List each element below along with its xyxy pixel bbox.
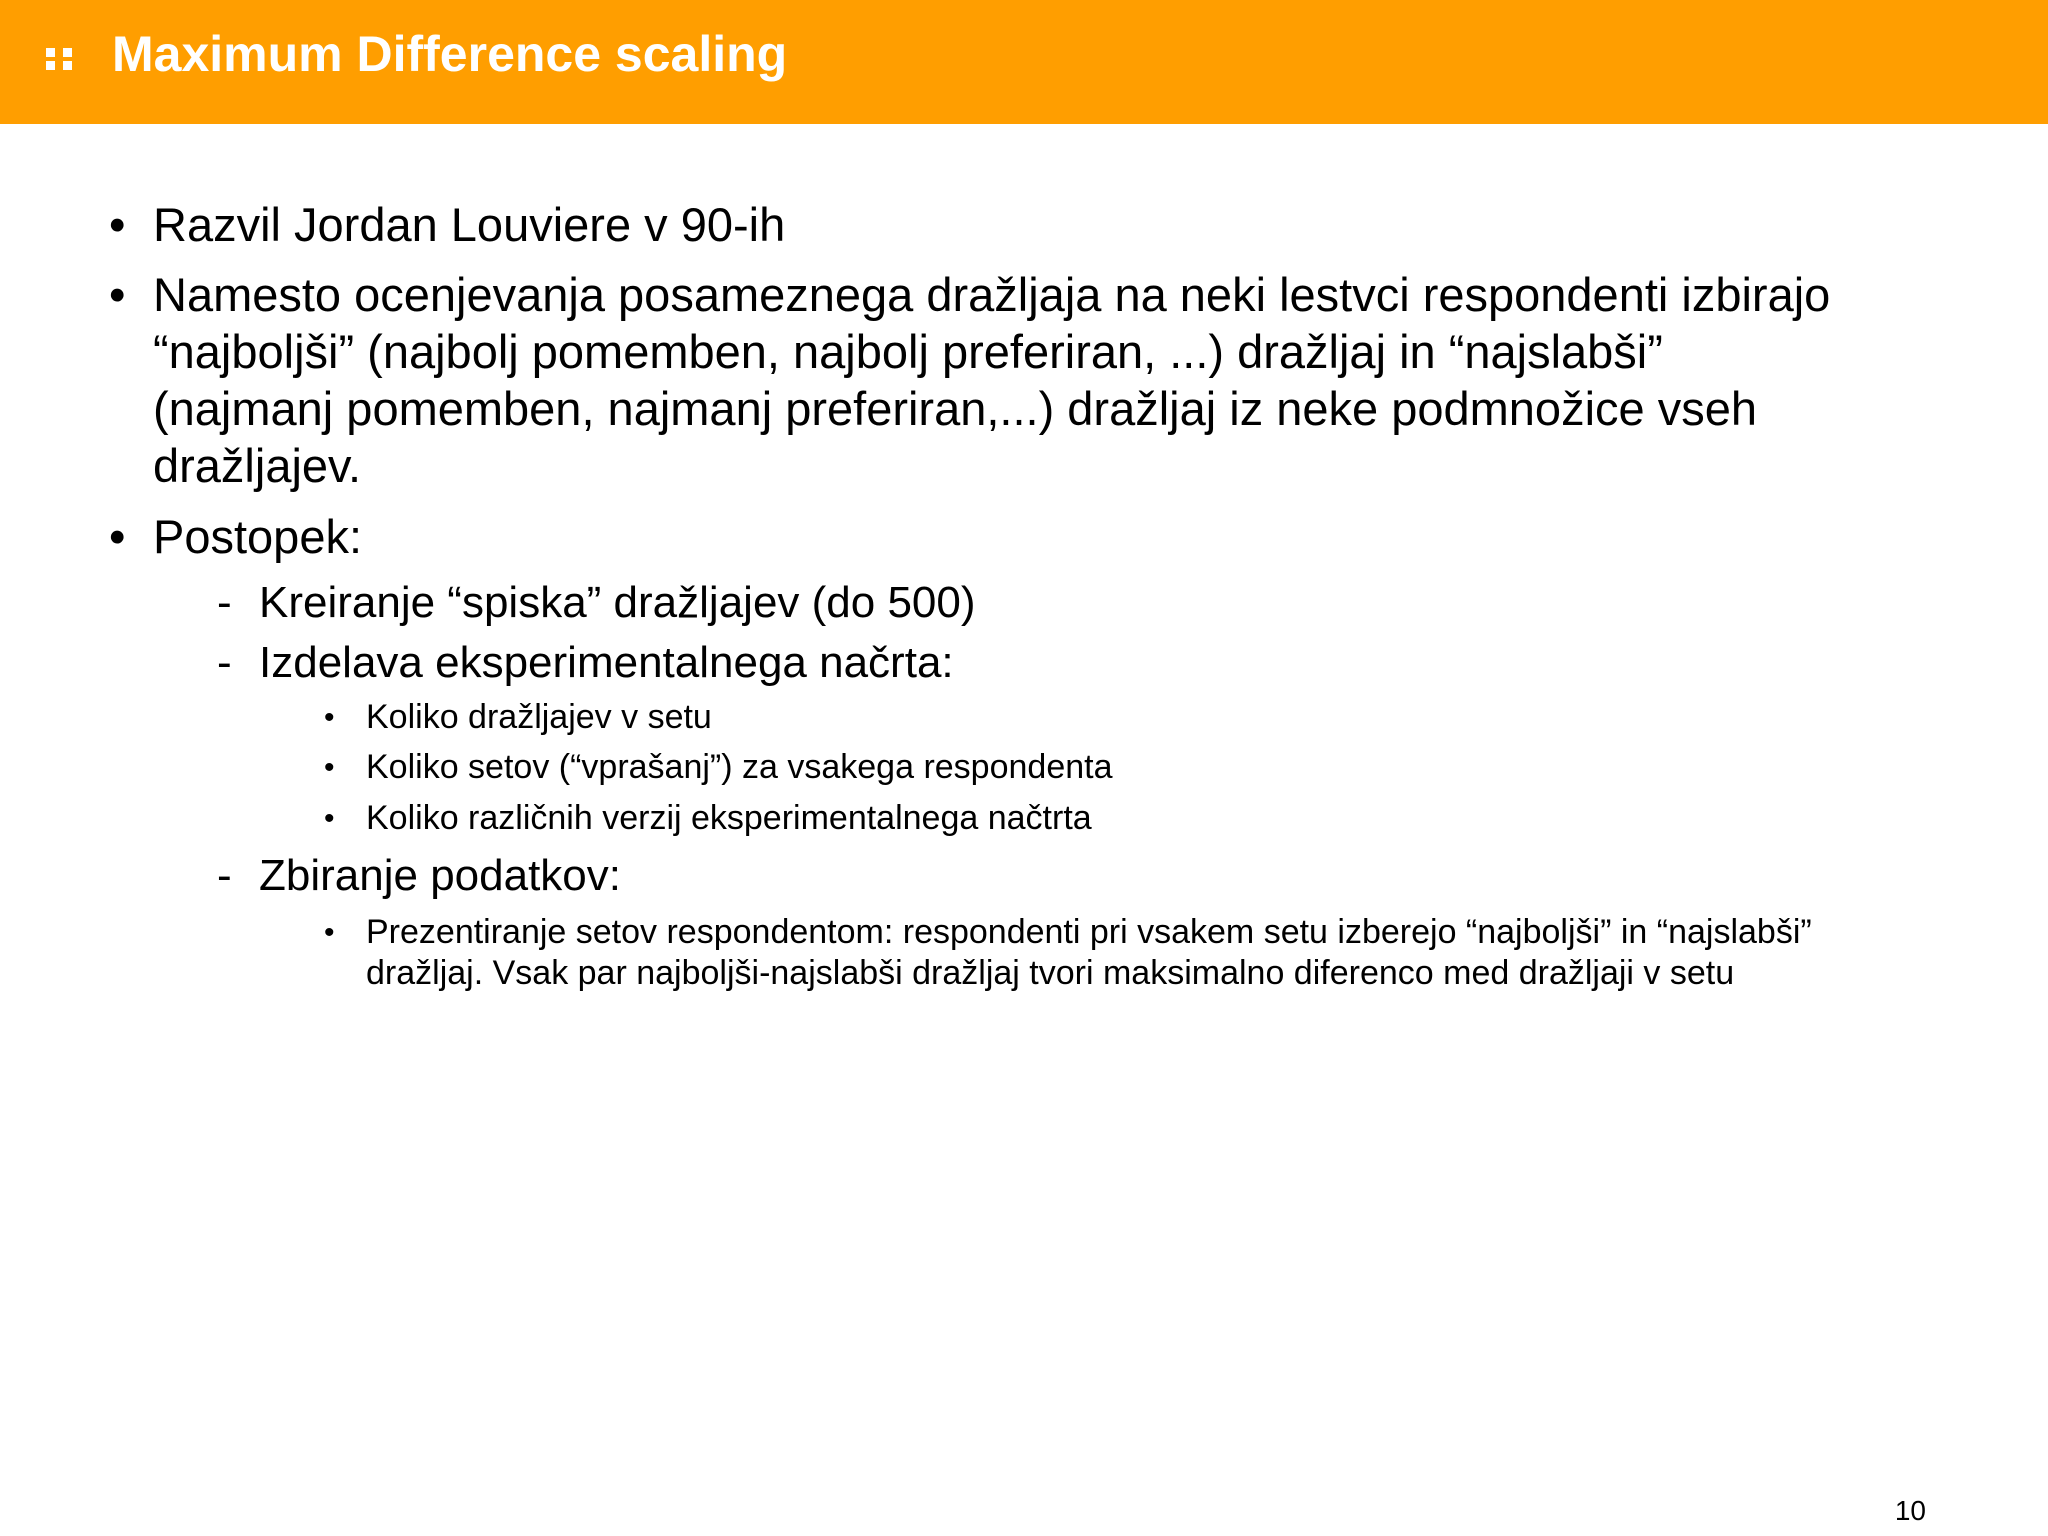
dots-grid-icon (46, 48, 76, 78)
bullet-item (109, 196, 1993, 253)
sub-item (217, 849, 1959, 903)
bullet-text-line: dražljajev. (153, 439, 362, 492)
bullet-marker: • (324, 802, 335, 835)
bullet-marker: • (324, 916, 335, 949)
sub-sub-item-text-line: dražljaj. Vsak par najboljši-najslabši dražljaj tvori maksimalno diferenco med dražljaji v setu (366, 954, 1735, 992)
dash-marker: - (217, 578, 232, 627)
slide-title: Maximum Difference scaling (112, 26, 788, 82)
bullet-marker: • (109, 268, 126, 321)
bullet-marker: • (324, 751, 335, 784)
sub-sub-item (324, 912, 1986, 994)
page-number: 10 (1894, 1495, 1926, 1526)
bullet-item (109, 266, 1993, 494)
sub-item (217, 636, 1959, 690)
sub-sub-item (324, 747, 1986, 788)
dash-marker: - (217, 851, 232, 900)
bullet-marker: • (109, 510, 126, 563)
bullet-text-line: Namesto ocenjevanja posameznega dražljaja na neki lestvci respondenti izbirajo (153, 268, 1831, 321)
sub-item-text: Izdelava eksperimentalnega načrta: (259, 638, 954, 687)
bullet-text-line: (najmanj pomemben, najmanj preferiran,...) dražljaj iz neke podmnožice vseh (153, 382, 1757, 435)
sub-sub-item (324, 697, 1986, 738)
sub-item (217, 576, 1959, 630)
sub-sub-item-text: Koliko različnih verzij eksperimentalnega načtrta (366, 799, 1092, 837)
sub-sub-item-text: Koliko dražljajev v setu (366, 698, 712, 736)
bullet-text-line: “najboljši” (najbolj pomemben, najbolj preferiran, ...) dražljaj in “najslabši” (153, 325, 1663, 378)
bullet-item (109, 508, 1993, 565)
sub-sub-item (324, 798, 1986, 839)
bullet-text: Razvil Jordan Louviere v 90-ih (153, 198, 786, 251)
dash-marker: - (217, 638, 232, 687)
bullet-marker: • (109, 198, 126, 251)
sub-sub-item-text: Koliko setov (“vprašanj”) za vsakega respondenta (366, 748, 1113, 786)
bullet-marker: • (324, 701, 335, 734)
slide-header-bar (0, 0, 2048, 124)
bullet-text: Postopek: (153, 510, 363, 563)
sub-sub-item-text-line: Prezentiranje setov respondentom: respondenti pri vsakem setu izberejo “najboljši” in “najslabši” (366, 913, 1812, 951)
sub-item-text: Kreiranje “spiska” dražljajev (do 500) (259, 578, 976, 627)
sub-item-text: Zbiranje podatkov: (259, 851, 621, 900)
